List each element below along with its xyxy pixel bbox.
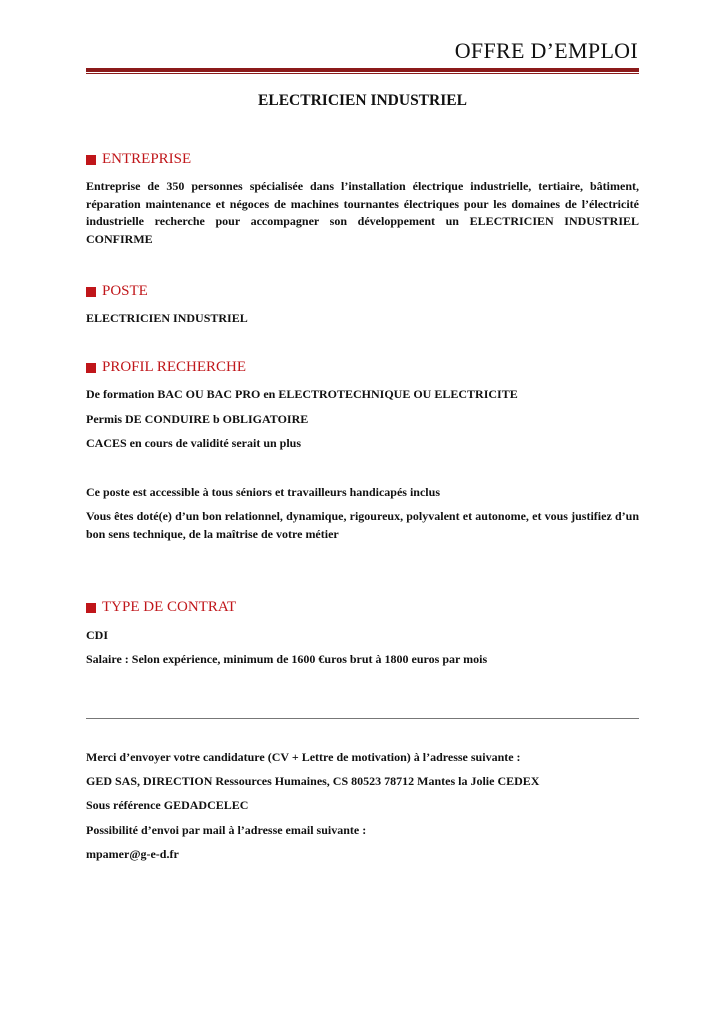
section-heading-poste	[86, 283, 148, 300]
footer-email-intro: Possibilité d’envoi par mail à l’adresse email suivante :	[86, 823, 367, 837]
job-title: ELECTRICIEN INDUSTRIEL	[258, 92, 467, 109]
profil-line-formation: De formation BAC OU BAC PRO en ELECTROTECHNIQUE OU ELECTRICITE	[86, 387, 518, 401]
title-double-rule	[86, 68, 639, 72]
section-heading-profil	[86, 359, 246, 376]
red-square-bullet-icon	[86, 155, 96, 165]
red-square-bullet-icon	[86, 287, 96, 297]
footer-postal-address: GED SAS, DIRECTION Ressources Humaines, CS 80523 78712 Mantes la Jolie CEDEX	[86, 774, 540, 788]
section-heading-contrat	[86, 599, 236, 616]
section-heading-label: PROFIL RECHERCHE	[102, 359, 247, 375]
entreprise-text: Entreprise de 350 personnes spécialisée dans l’installation électrique industrielle, tertiaire, bâtiment, réparation maintenance et négoces de machines tournantes électriques pour les domaines de l’électricité industrielle recherche pour accompagner son développement un ELECTRICIEN INDUSTRIEL CONFIRME	[86, 179, 639, 246]
profil-line-accessibilite: Ce poste est accessible à tous séniors et travailleurs handicapés inclus	[86, 485, 440, 499]
footer-email-link[interactable]: mpamer@g-e-d.fr	[86, 847, 179, 861]
profil-line-qualites: Vous êtes doté(e) d’un bon relationnel, dynamique, rigoureux, polyvalent et autonome, et vous justifiez d’un bon sens technique, de la maîtrise de votre métier	[86, 509, 639, 541]
profil-line-permis: Permis DE CONDUIRE b OBLIGATOIRE	[86, 412, 309, 426]
footer-divider	[86, 718, 639, 719]
contrat-type: CDI	[86, 628, 109, 642]
page-title: OFFRE D’EMPLOI	[454, 38, 638, 63]
red-square-bullet-icon	[86, 363, 96, 373]
section-heading-label: POSTE	[102, 283, 148, 299]
section-heading-entreprise	[86, 151, 191, 168]
contrat-salaire: Salaire : Selon expérience, minimum de 1600 €uros brut à 1800 euros par mois	[86, 652, 488, 666]
section-heading-label: TYPE DE CONTRAT	[102, 599, 237, 615]
section-heading-label: ENTREPRISE	[102, 151, 192, 167]
footer-apply-instructions: Merci d’envoyer votre candidature (CV + Lettre de motivation) à l’adresse suivante :	[86, 750, 521, 764]
red-square-bullet-icon	[86, 603, 96, 613]
footer-reference: Sous référence GEDADCELEC	[86, 798, 249, 812]
poste-text: ELECTRICIEN INDUSTRIEL	[86, 311, 248, 325]
profil-line-caces: CACES en cours de validité serait un plus	[86, 436, 302, 450]
